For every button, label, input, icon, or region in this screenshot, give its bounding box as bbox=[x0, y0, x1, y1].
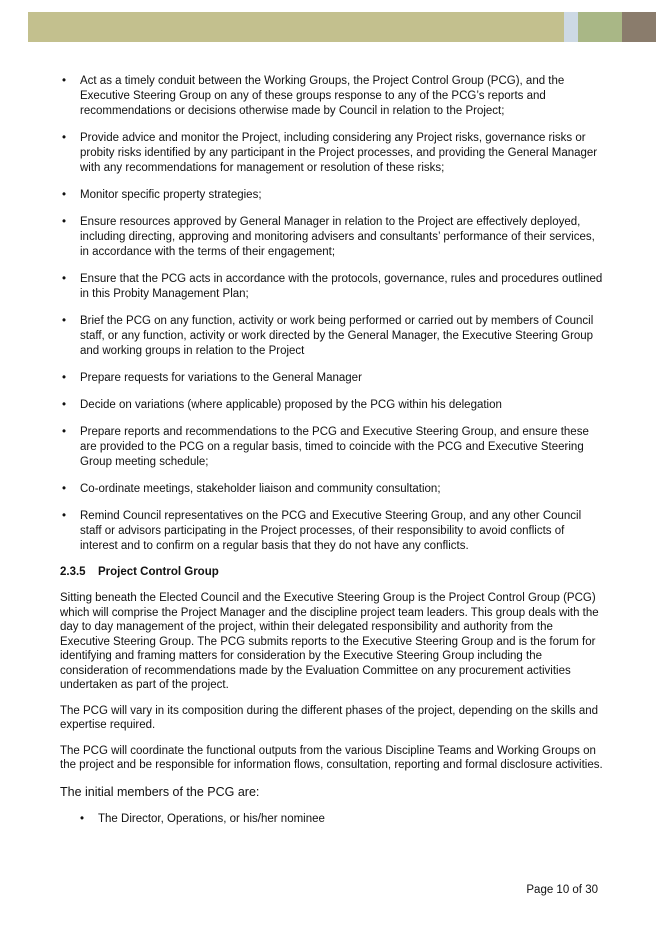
body-paragraph: The PCG will vary in its composition during the different phases of the project, depending on the skills and expertise required. bbox=[60, 704, 599, 731]
list-item-text: The Director, Operations, or his/her nominee bbox=[98, 812, 325, 825]
list-item bbox=[60, 272, 605, 302]
list-item-text: Provide advice and monitor the Project, including considering any Project risks, governance risks or probity risks identified by any participant in the Project processes, and providing the General Manager with any recommendations for management or resolution of these risks; bbox=[80, 132, 598, 174]
header-bar bbox=[28, 12, 656, 42]
list-item bbox=[60, 509, 605, 554]
bullet-icon: • bbox=[62, 75, 67, 87]
list-item-text: Ensure resources approved by General Manager in relation to the Project are effectively deployed, including directing, approving and monitoring advisers and consultants’ performance of their services, in accordance with the terms of their engagement; bbox=[80, 216, 595, 258]
bullet-icon: • bbox=[62, 372, 67, 384]
list-item-text: Brief the PCG on any function, activity or work being performed or carried out by members of Council staff, or any function, activity or work directed by the General Manager, the Executive Steering Group and working groups in relation to the Project bbox=[80, 315, 594, 357]
list-item-text: Decide on variations (where applicable) proposed by the PCG within his delegation bbox=[80, 399, 502, 411]
bullet-icon: • bbox=[62, 510, 67, 522]
members-intro: The initial members of the PCG are: bbox=[60, 784, 260, 799]
list-item-text: Co-ordinate meetings, stakeholder liaison and community consultation; bbox=[80, 483, 441, 495]
bullet-icon: • bbox=[62, 132, 67, 144]
list-item bbox=[60, 812, 605, 827]
list-item bbox=[60, 371, 605, 386]
list-item bbox=[60, 314, 605, 359]
bullet-icon: • bbox=[80, 812, 85, 825]
section-number: 2.3.5 bbox=[60, 566, 86, 578]
responsibilities-list bbox=[60, 74, 605, 554]
header-bar-block-brown bbox=[622, 12, 656, 42]
list-item-text: Monitor specific property strategies; bbox=[80, 189, 262, 201]
header-bar-block-light-blue bbox=[564, 12, 578, 42]
list-item bbox=[60, 398, 605, 413]
list-item-text: Ensure that the PCG acts in accordance with the protocols, governance, rules and procedures outlined in this Probity Management Plan; bbox=[80, 273, 603, 300]
bullet-icon: • bbox=[62, 273, 67, 285]
members-list bbox=[60, 812, 605, 827]
page-content bbox=[60, 74, 605, 827]
bullet-icon: • bbox=[62, 315, 67, 327]
list-item-text: Prepare requests for variations to the General Manager bbox=[80, 372, 362, 384]
list-item bbox=[60, 74, 605, 119]
header-bar-main bbox=[28, 12, 564, 42]
list-item bbox=[60, 425, 605, 470]
bullet-icon: • bbox=[62, 483, 67, 495]
list-item bbox=[60, 482, 605, 497]
bullet-icon: • bbox=[62, 399, 67, 411]
list-item-text: Act as a timely conduit between the Working Groups, the Project Control Group (PCG), and the Executive Steering Group on any of these groups response to any of the PCG’s reports and recommendations or decisions otherwise made by Council in relation to the Project; bbox=[80, 75, 565, 117]
header-bar-block-green bbox=[578, 12, 622, 42]
section-title: Project Control Group bbox=[98, 566, 219, 578]
list-item bbox=[60, 131, 605, 176]
body-paragraph: Sitting beneath the Elected Council and the Executive Steering Group is the Project Control Group (PCG) which will comprise the Project Manager and the discipline project team leaders. This group deals with the day to day management of the project, within their delegated responsibility and authority from the Executive Steering Group. The PCG submits reports to the Executive Steering Group and is the forum for identifying and framing matters for consideration by the Executive Steering Group including the consideration of recommendations made by the Evaluation Committee on any procurement activities undertaken as part of the project. bbox=[60, 592, 599, 691]
list-item bbox=[60, 188, 605, 203]
body-paragraph: The PCG will coordinate the functional outputs from the various Discipline Teams and Working Groups on the project and be responsible for information flows, consultation, reporting and formal disclosure activities. bbox=[60, 744, 603, 771]
list-item-text: Prepare reports and recommendations to the PCG and Executive Steering Group, and ensure these are provided to the PCG on a regular basis, timed to coincide with the PCG and Executive Steering Group meeting schedule; bbox=[80, 426, 589, 468]
list-item bbox=[60, 215, 605, 260]
page-number: Page 10 of 30 bbox=[526, 884, 598, 896]
bullet-icon: • bbox=[62, 189, 67, 201]
section-heading bbox=[60, 565, 605, 580]
list-item-text: Remind Council representatives on the PCG and Executive Steering Group, and any other Council staff or advisors participating in the Project processes, of their responsibility to avoid conflicts of interest and to confirm on a regular basis that they do not have any conflicts. bbox=[80, 510, 582, 552]
bullet-icon: • bbox=[62, 426, 67, 438]
bullet-icon: • bbox=[62, 216, 67, 228]
